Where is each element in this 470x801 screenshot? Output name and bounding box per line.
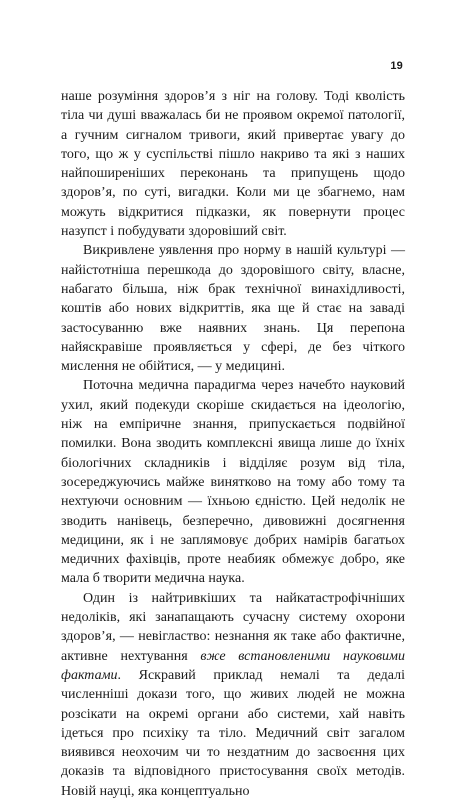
paragraph-4-text-before: Один із найтривкіших та найкатастрофічніших недоліків, які занапащають сучасну систему охорони здоров’я, — невігластво: незнання як таке або фактичне, активне нехтування <box>61 590 405 664</box>
paragraph-4-italic-phrase: вже встановленими науковими фактами <box>61 648 405 683</box>
page-body <box>61 87 405 801</box>
paragraph-4-text-after: . Яскравий приклад немалі та дедалі численніші докази того, що живих людей не можна розсікати на окремі органи або системи, хай навіть ідеться про психіку та тіло. Медичний світ загалом виявився неохочим чи то нездатним до засвоєння цих доказів та відповідного пристосування своїх методів. Новій науці, яка концептуально <box>61 667 405 799</box>
page-number: 19 <box>390 60 403 72</box>
paragraph-4 <box>61 589 405 801</box>
paragraph-1: наше розуміння здоров’я з ніг на голову. Тоді кволість тіла чи душі вважалась би не проявом окремої патології, а гучним сигналом тривоги, який привертає увагу до того, що ж у суспільстві пішло накриво та які з наших найпоширеніших переконань та припущень щодо здоров’я, по суті, вигадки. Коли ми це збагнемо, нам можуть відкритися підказки, як повернути процес назупст і побудувати здоровіший світ. <box>61 89 405 240</box>
paragraph-3: Поточна медична парадигма через начебто науковий ухил, який подекуди скоріше скидається на ідеологію, ніж на емпіричне знання, припускається подвійної помилки. Вона зводить комплексні явища лише до їхніх біологічних складників і відділяє розум від тіла, зосереджуючись майже винятково на тому або тому та нехтуючи основним — їхньою єдністю. Цей недолік не зводить нанівець, безперечно, дивовижні досягнення медицини, як і не заплямовує добрих намірів багатьох медичних фахівців, проте неабияк обмежує добро, яке мала б творити медична наука. <box>61 378 405 587</box>
paragraph-2: Викривлене уявлення про норму в нашій культурі — найістотніша перешкода до здоровішого світу, власне, набагато більша, ніж брак технічної винахідливості, коштів або нових відкриттів, яка ще й стає на заваді застосуванню вже наявних знань. Ця перепона найяскравіше проявляється у сфері, де без чіткого мислення не обійтися, — у медицині. <box>61 243 405 375</box>
